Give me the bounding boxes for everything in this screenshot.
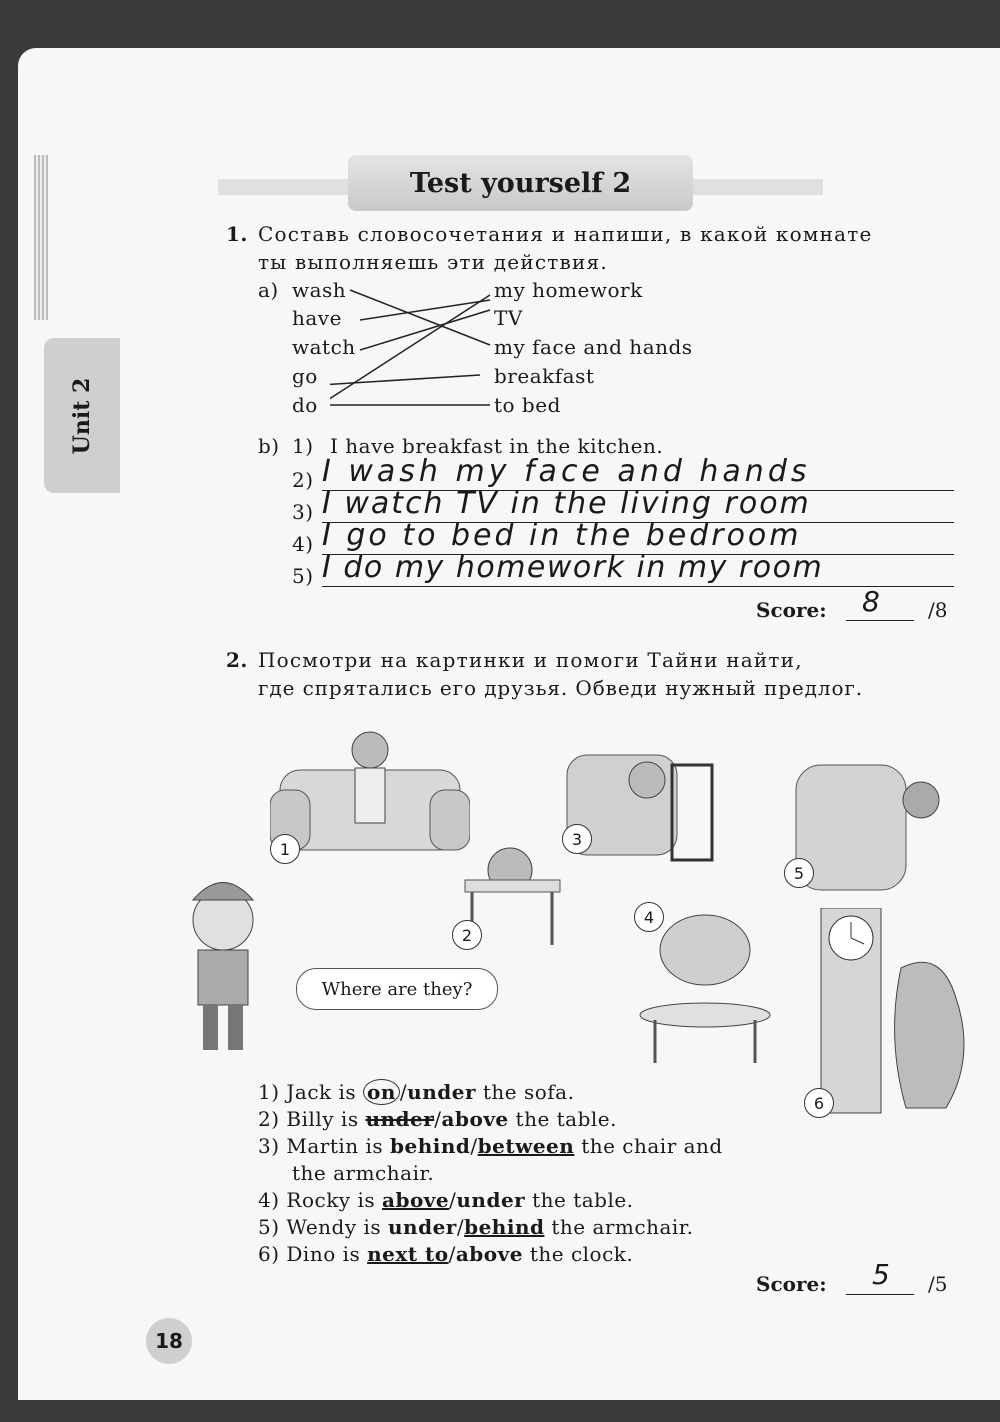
score-line xyxy=(846,1294,914,1295)
clock-dino-illustration xyxy=(806,908,986,1118)
speech-bubble-text: Where are they? xyxy=(321,978,473,1000)
match-line xyxy=(360,300,490,320)
option: above xyxy=(441,1107,509,1131)
option: under xyxy=(407,1080,476,1104)
option-sep: / xyxy=(456,1215,465,1239)
picture-number: 3 xyxy=(562,824,592,854)
picture-number: 1 xyxy=(270,834,300,864)
object-item: TV xyxy=(494,306,523,330)
sentence-num: 2) xyxy=(258,1107,280,1131)
ex2-number: 2. xyxy=(226,648,248,672)
verb-item: go xyxy=(292,364,318,388)
option-marked: between xyxy=(477,1134,575,1158)
ex1-instruction-1: Составь словосочетания и напиши, в какой комнате xyxy=(258,222,873,246)
answer-line xyxy=(322,586,954,587)
match-line xyxy=(360,310,490,350)
option-marked: behind xyxy=(464,1215,545,1239)
option-sep: / xyxy=(434,1107,442,1131)
handwritten-answer: I wash my face and hands xyxy=(322,454,811,489)
option-circled: on xyxy=(363,1079,400,1105)
sentence-pre: Wendy is xyxy=(286,1215,382,1239)
sentence-post: the table. xyxy=(532,1188,634,1212)
unit-tab-label: Unit 2 xyxy=(69,377,95,454)
sentence-post: the clock. xyxy=(529,1242,634,1266)
object-item: breakfast xyxy=(494,364,595,388)
sentence-pre: Dino is xyxy=(286,1242,361,1266)
verb-item: have xyxy=(292,306,342,330)
sentence-pre: Jack is xyxy=(286,1080,357,1104)
option: above xyxy=(455,1242,523,1266)
part-a-label: a) xyxy=(258,278,279,302)
answer-num: 2) xyxy=(292,468,314,492)
handwritten-answer: I do my homework in my room xyxy=(322,550,824,585)
sentence-post: the table. xyxy=(515,1107,617,1131)
sentence-post: the chair and xyxy=(581,1134,723,1158)
sentence-5 xyxy=(258,1215,694,1239)
tiny-character-illustration xyxy=(148,860,298,1060)
answer-num: 4) xyxy=(292,532,314,556)
option-sep: / xyxy=(470,1134,478,1158)
score-label: Score: xyxy=(756,598,827,622)
score-max: /8 xyxy=(928,598,948,622)
option: under xyxy=(388,1215,457,1239)
match-line xyxy=(350,290,490,345)
sentence-4 xyxy=(258,1188,634,1212)
answer-num: 3) xyxy=(292,500,314,524)
page-number: 18 xyxy=(155,1329,183,1353)
match-line xyxy=(330,295,490,405)
sentence-pre: Billy is xyxy=(286,1107,359,1131)
sentence-3-cont: the armchair. xyxy=(292,1161,435,1185)
score-label: Score: xyxy=(756,1272,827,1296)
sentence-post: the armchair. xyxy=(551,1215,694,1239)
example-num: 1) xyxy=(292,434,314,458)
page-number-balloon xyxy=(146,1318,192,1364)
picture-number: 2 xyxy=(452,920,482,950)
sentence-num: 5) xyxy=(258,1215,280,1239)
sentence-pre: Rocky is xyxy=(286,1188,376,1212)
part-b-label: b) xyxy=(258,434,280,458)
ex2-instruction-1: Посмотри на картинки и помоги Тайни найти, xyxy=(258,648,803,672)
handwritten-answer: I go to bed in the bedroom xyxy=(322,518,802,553)
speech-bubble xyxy=(296,968,498,1010)
ex1-instruction-2: ты выполняешь эти действия. xyxy=(258,250,608,274)
sentence-1 xyxy=(258,1080,574,1104)
score-value: 5 xyxy=(872,1258,894,1291)
score-value: 8 xyxy=(862,585,884,618)
sentence-3 xyxy=(258,1134,723,1158)
sentence-2 xyxy=(258,1107,617,1131)
unit-tab xyxy=(44,338,120,493)
sentence-num: 3) xyxy=(258,1134,280,1158)
page-edge-stripe xyxy=(34,155,48,320)
answer-num: 5) xyxy=(292,564,314,588)
sentence-pre: Martin is xyxy=(286,1134,384,1158)
option-sep: / xyxy=(449,1188,457,1212)
sentence-num: 4) xyxy=(258,1188,280,1212)
option: behind xyxy=(390,1134,471,1158)
example-sentence: I have breakfast in the kitchen. xyxy=(330,434,664,458)
option-marked: under xyxy=(365,1107,435,1131)
option-sep: / xyxy=(399,1080,408,1104)
sentence-num: 6) xyxy=(258,1242,280,1266)
sentence-post: the sofa. xyxy=(482,1080,575,1104)
handwritten-answer: I watch TV in the living room xyxy=(322,486,811,521)
ex1-number: 1. xyxy=(226,222,248,246)
verb-item: do xyxy=(292,393,318,417)
option-marked: next to xyxy=(367,1242,449,1266)
page-title: Test yourself 2 xyxy=(409,167,632,199)
picture-number: 4 xyxy=(634,902,664,932)
option: under xyxy=(456,1188,526,1212)
ex2-instruction-2: где спрятались его друзья. Обведи нужный предлог. xyxy=(258,676,864,700)
sentence-6 xyxy=(258,1242,633,1266)
verb-item: watch xyxy=(292,335,356,359)
picture-number: 5 xyxy=(784,858,814,888)
sofa-illustration xyxy=(270,730,470,860)
object-item: my homework xyxy=(494,278,643,302)
picture-number: 6 xyxy=(804,1088,834,1118)
object-item: my face and hands xyxy=(494,335,693,359)
score-line xyxy=(846,620,914,621)
verb-item: wash xyxy=(292,278,347,302)
matching-lines xyxy=(330,280,500,410)
title-banner xyxy=(348,155,693,211)
object-item: to bed xyxy=(494,393,561,417)
sentence-num: 1) xyxy=(258,1080,280,1104)
option-sep: / xyxy=(448,1242,456,1266)
option-marked: above xyxy=(382,1188,450,1212)
score-max: /5 xyxy=(928,1272,948,1296)
